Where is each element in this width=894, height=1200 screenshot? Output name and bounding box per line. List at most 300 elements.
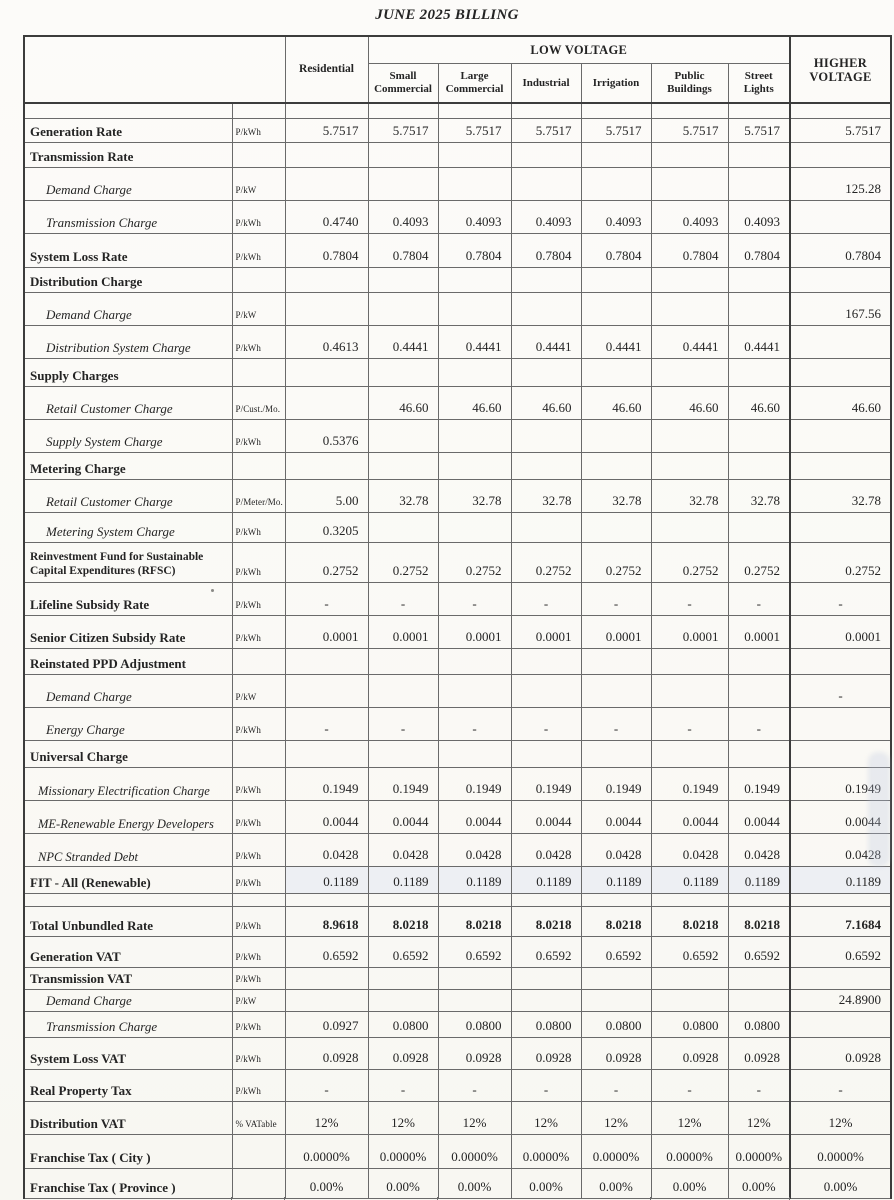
row-unit: P/kWh (232, 866, 285, 893)
rate-value-cell: 5.7517 (790, 118, 891, 142)
rate-value-cell (285, 967, 368, 989)
row-label: Retail Customer Charge (24, 386, 232, 419)
rate-value-cell: - (285, 582, 368, 615)
rate-value-cell (285, 358, 368, 386)
rate-value-cell: 0.6592 (728, 936, 790, 967)
rate-row (24, 512, 891, 542)
row-unit: P/kWh (232, 118, 285, 142)
rate-value-cell (368, 674, 438, 707)
rate-value-cell: 0.0001 (581, 615, 651, 648)
rate-value-cell (438, 989, 511, 1011)
rate-value-cell (285, 142, 368, 167)
rate-value-cell (438, 142, 511, 167)
rate-value-cell (790, 512, 891, 542)
rate-value-cell (438, 674, 511, 707)
rate-value-cell: 0.0044 (651, 800, 728, 833)
rate-row (24, 1134, 891, 1168)
row-label: Demand Charge (24, 989, 232, 1011)
rate-value-cell (368, 452, 438, 479)
rate-value-cell (285, 167, 368, 200)
rate-row (24, 479, 891, 512)
rate-row (24, 267, 891, 292)
rate-value-cell (651, 512, 728, 542)
rate-value-cell (368, 419, 438, 452)
rate-row (24, 615, 891, 648)
row-label: Senior Citizen Subsidy Rate (24, 615, 232, 648)
rate-value-cell: - (790, 582, 891, 615)
rate-value-cell (790, 358, 891, 386)
rate-value-cell: 0.0428 (368, 833, 438, 866)
rate-value-cell (581, 267, 651, 292)
row-unit (232, 740, 285, 767)
rate-value-cell: 0.7804 (651, 233, 728, 267)
row-label: Reinvestment Fund for Sustainable Capital Expenditures (RFSC) (24, 542, 232, 582)
row-label: Missionary Electrification Charge (24, 767, 232, 800)
row-unit: P/kWh (232, 512, 285, 542)
rate-value-cell: 0.0428 (728, 833, 790, 866)
rate-value-cell (581, 142, 651, 167)
rate-value-cell: 0.0001 (728, 615, 790, 648)
rate-value-cell: 0.4740 (285, 200, 368, 233)
rate-value-cell: 0.1949 (790, 767, 891, 800)
rate-value-cell (581, 292, 651, 325)
rate-value-cell: 12% (511, 1101, 581, 1134)
rate-row (24, 325, 891, 358)
rate-value-cell (581, 512, 651, 542)
rate-value-cell: 8.0218 (651, 906, 728, 936)
rate-value-cell: 0.1949 (368, 767, 438, 800)
rate-value-cell (728, 452, 790, 479)
rate-value-cell (790, 893, 891, 906)
rate-value-cell (368, 267, 438, 292)
rate-value-cell: 0.6592 (368, 936, 438, 967)
rate-value-cell: 0.0928 (728, 1037, 790, 1069)
rate-value-cell (790, 419, 891, 452)
rate-value-cell (511, 358, 581, 386)
rate-value-cell: 32.78 (790, 479, 891, 512)
rate-value-cell (651, 967, 728, 989)
row-unit: P/kWh (232, 906, 285, 936)
rate-value-cell (511, 674, 581, 707)
rate-value-cell: 46.60 (790, 386, 891, 419)
rate-value-cell (728, 103, 790, 118)
row-label: Supply Charges (24, 358, 232, 386)
rate-value-cell (728, 142, 790, 167)
row-unit: P/kW (232, 989, 285, 1011)
rate-value-cell (581, 452, 651, 479)
rate-value-cell (511, 967, 581, 989)
rate-value-cell (438, 358, 511, 386)
rate-value-cell: 0.0044 (581, 800, 651, 833)
rate-row (24, 1011, 891, 1037)
rate-value-cell: 0.4441 (511, 325, 581, 358)
row-label: Metering System Charge (24, 512, 232, 542)
rate-value-cell (581, 740, 651, 767)
rate-value-cell: 0.4441 (581, 325, 651, 358)
rate-value-cell (285, 740, 368, 767)
rate-value-cell (285, 386, 368, 419)
rate-value-cell (511, 893, 581, 906)
rate-value-cell: 0.00% (285, 1168, 368, 1198)
row-unit: P/kWh (232, 582, 285, 615)
rate-value-cell: - (651, 582, 728, 615)
rate-row (24, 233, 891, 267)
rate-value-cell: 0.00% (368, 1168, 438, 1198)
rate-value-cell: 24.8900 (790, 989, 891, 1011)
rate-value-cell (511, 103, 581, 118)
rate-value-cell (438, 452, 511, 479)
rate-value-cell: 0.0000% (285, 1134, 368, 1168)
rate-value-cell (651, 648, 728, 674)
rate-value-cell (581, 967, 651, 989)
rate-value-cell (581, 419, 651, 452)
rate-row (24, 292, 891, 325)
rate-value-cell: 32.78 (651, 479, 728, 512)
rate-value-cell (728, 648, 790, 674)
rate-value-cell (651, 989, 728, 1011)
rate-value-cell: 125.28 (790, 167, 891, 200)
rate-row (24, 800, 891, 833)
rate-value-cell (438, 648, 511, 674)
rate-value-cell (438, 893, 511, 906)
row-unit: P/kWh (232, 707, 285, 740)
rate-value-cell (651, 740, 728, 767)
rate-value-cell: - (581, 582, 651, 615)
row-label: NPC Stranded Debt (24, 833, 232, 866)
table-header (24, 36, 891, 103)
rate-value-cell: 0.0800 (511, 1011, 581, 1037)
rate-value-cell: 0.00% (728, 1168, 790, 1198)
row-label: Franchise Tax ( City ) (24, 1134, 232, 1168)
billing-rate-table (23, 35, 892, 1199)
scan-smudge-artifact (868, 752, 890, 867)
rate-value-cell: 0.0001 (368, 615, 438, 648)
rate-value-cell (511, 989, 581, 1011)
rate-value-cell: 0.0428 (581, 833, 651, 866)
row-unit (232, 358, 285, 386)
rate-value-cell: 0.00% (651, 1168, 728, 1198)
rate-value-cell (651, 674, 728, 707)
rate-value-cell: 0.1189 (651, 866, 728, 893)
rate-row (24, 142, 891, 167)
rate-value-cell (651, 167, 728, 200)
rate-row (24, 452, 891, 479)
rate-value-cell: - (728, 582, 790, 615)
rate-value-cell: 46.60 (368, 386, 438, 419)
rate-value-cell: 0.4093 (368, 200, 438, 233)
rate-value-cell: 0.2752 (285, 542, 368, 582)
rate-value-cell: 32.78 (438, 479, 511, 512)
rate-value-cell: 0.2752 (790, 542, 891, 582)
rate-value-cell: 0.7804 (511, 233, 581, 267)
rate-value-cell (511, 512, 581, 542)
header-low-voltage-group: LOW VOLTAGE (368, 36, 790, 63)
rate-value-cell (728, 358, 790, 386)
rate-value-cell (438, 167, 511, 200)
rate-value-cell (368, 167, 438, 200)
rate-value-cell: 0.0044 (790, 800, 891, 833)
rate-value-cell: 0.0928 (581, 1037, 651, 1069)
row-label: Lifeline Subsidy Rate (24, 582, 232, 615)
header-street-lights: Street Lights (728, 63, 790, 103)
row-unit (232, 1168, 285, 1198)
rate-value-cell: 32.78 (728, 479, 790, 512)
rate-row (24, 386, 891, 419)
rate-value-cell: 0.6592 (438, 936, 511, 967)
rate-value-cell (790, 1011, 891, 1037)
rate-row (24, 906, 891, 936)
rate-value-cell: 0.4093 (651, 200, 728, 233)
rate-value-cell: 0.1189 (285, 866, 368, 893)
rate-value-cell: 0.4093 (438, 200, 511, 233)
rate-value-cell (728, 967, 790, 989)
rate-row (24, 1037, 891, 1069)
header-industrial: Industrial (511, 63, 581, 103)
rate-value-cell: 12% (438, 1101, 511, 1134)
rate-value-cell (368, 893, 438, 906)
rate-value-cell: 0.1189 (511, 866, 581, 893)
rate-value-cell: 32.78 (368, 479, 438, 512)
rate-row (24, 118, 891, 142)
rate-row (24, 582, 891, 615)
row-unit: P/Meter/Mo. (232, 479, 285, 512)
rate-value-cell: 0.6592 (790, 936, 891, 967)
row-unit: P/kW (232, 292, 285, 325)
row-unit: P/kWh (232, 1037, 285, 1069)
rate-value-cell: 5.00 (285, 479, 368, 512)
rate-value-cell: 8.0218 (728, 906, 790, 936)
spacer-row (24, 893, 891, 906)
rate-value-cell: 0.0800 (728, 1011, 790, 1037)
rate-value-cell (368, 103, 438, 118)
rate-value-cell: 0.0000% (438, 1134, 511, 1168)
rate-value-cell: - (790, 674, 891, 707)
rate-value-cell: 0.2752 (581, 542, 651, 582)
row-unit: P/kWh (232, 767, 285, 800)
row-label: Transmission VAT (24, 967, 232, 989)
rate-value-cell: 8.0218 (368, 906, 438, 936)
rate-value-cell (581, 103, 651, 118)
rate-value-cell: 0.7804 (438, 233, 511, 267)
rate-value-cell: 0.4441 (651, 325, 728, 358)
rate-value-cell (285, 452, 368, 479)
rate-value-cell (728, 674, 790, 707)
rate-value-cell (728, 740, 790, 767)
row-label: Distribution Charge (24, 267, 232, 292)
rate-value-cell: - (728, 1069, 790, 1101)
rate-value-cell: 0.7804 (368, 233, 438, 267)
rate-value-cell (438, 292, 511, 325)
rate-value-cell: 0.1949 (511, 767, 581, 800)
rate-row (24, 767, 891, 800)
rate-value-cell: - (438, 1069, 511, 1101)
rate-value-cell: 0.7804 (285, 233, 368, 267)
rate-value-cell: 0.0000% (581, 1134, 651, 1168)
rate-value-cell (651, 452, 728, 479)
rate-row (24, 1101, 891, 1134)
header-blank-cell (24, 36, 285, 103)
row-label: ME-Renewable Energy Developers (24, 800, 232, 833)
rate-value-cell: - (651, 707, 728, 740)
row-unit: P/kWh (232, 1011, 285, 1037)
rate-value-cell: 0.4441 (438, 325, 511, 358)
rate-value-cell (790, 103, 891, 118)
rate-value-cell: 0.1189 (581, 866, 651, 893)
rate-value-cell: 0.2752 (438, 542, 511, 582)
row-label: System Loss VAT (24, 1037, 232, 1069)
rate-value-cell: 0.1949 (438, 767, 511, 800)
header-irrigation: Irrigation (581, 63, 651, 103)
rate-row (24, 419, 891, 452)
rate-value-cell (511, 419, 581, 452)
rate-value-cell (368, 292, 438, 325)
rate-value-cell: 0.6592 (511, 936, 581, 967)
rate-value-cell: 0.0928 (368, 1037, 438, 1069)
rate-value-cell: - (581, 707, 651, 740)
rate-value-cell: 0.2752 (368, 542, 438, 582)
rate-value-cell: 0.1949 (651, 767, 728, 800)
rate-value-cell: 0.00% (790, 1168, 891, 1198)
rate-value-cell: 0.0000% (651, 1134, 728, 1168)
rate-value-cell (438, 267, 511, 292)
rate-value-cell: 0.0044 (438, 800, 511, 833)
rate-value-cell (368, 740, 438, 767)
rate-value-cell (651, 358, 728, 386)
row-label: Distribution System Charge (24, 325, 232, 358)
rate-value-cell: - (368, 1069, 438, 1101)
rate-value-cell: 0.0001 (651, 615, 728, 648)
rate-value-cell (285, 267, 368, 292)
header-small-commercial: Small Commercial (368, 63, 438, 103)
rate-value-cell: 0.4093 (581, 200, 651, 233)
rate-value-cell: 0.1189 (438, 866, 511, 893)
rate-value-cell: 8.0218 (438, 906, 511, 936)
rate-value-cell: 0.0044 (285, 800, 368, 833)
rate-value-cell: 7.1684 (790, 906, 891, 936)
rate-value-cell: - (368, 707, 438, 740)
rate-value-cell: 0.7804 (581, 233, 651, 267)
rate-value-cell (285, 292, 368, 325)
rate-row (24, 200, 891, 233)
rate-value-cell (790, 142, 891, 167)
rate-value-cell: - (728, 707, 790, 740)
row-unit: P/kWh (232, 833, 285, 866)
rate-value-cell (790, 707, 891, 740)
row-unit: P/kW (232, 167, 285, 200)
rate-value-cell: 0.0800 (438, 1011, 511, 1037)
rate-value-cell: 12% (651, 1101, 728, 1134)
rate-value-cell (511, 452, 581, 479)
rate-value-cell: 0.0044 (728, 800, 790, 833)
rate-value-cell: 0.0928 (651, 1037, 728, 1069)
rate-value-cell: 0.0000% (368, 1134, 438, 1168)
rate-value-cell: 0.00% (511, 1168, 581, 1198)
rate-value-cell: 8.9618 (285, 906, 368, 936)
rate-value-cell (728, 512, 790, 542)
row-label: Distribution VAT (24, 1101, 232, 1134)
rate-row (24, 967, 891, 989)
rate-value-cell: - (511, 582, 581, 615)
rate-value-cell: - (368, 582, 438, 615)
row-label: Generation Rate (24, 118, 232, 142)
row-label: Total Unbundled Rate (24, 906, 232, 936)
rate-value-cell: 0.1949 (285, 767, 368, 800)
row-label: Demand Charge (24, 292, 232, 325)
rate-value-cell (790, 200, 891, 233)
rate-value-cell: 0.0928 (438, 1037, 511, 1069)
rate-value-cell: 0.4093 (511, 200, 581, 233)
row-label: Retail Customer Charge (24, 479, 232, 512)
rate-value-cell (285, 989, 368, 1011)
rate-value-cell: 0.0428 (285, 833, 368, 866)
row-label: Demand Charge (24, 167, 232, 200)
rate-value-cell (438, 419, 511, 452)
header-large-commercial: Large Commercial (438, 63, 511, 103)
rate-row (24, 740, 891, 767)
row-unit: P/kW (232, 674, 285, 707)
rate-value-cell: 5.7517 (581, 118, 651, 142)
rate-value-cell: 0.6592 (581, 936, 651, 967)
rate-value-cell: 0.0044 (368, 800, 438, 833)
rate-value-cell: 0.4441 (368, 325, 438, 358)
rate-row (24, 1168, 891, 1198)
rate-value-cell: 0.5376 (285, 419, 368, 452)
row-unit: P/kWh (232, 800, 285, 833)
rate-value-cell: 0.6592 (651, 936, 728, 967)
scan-dot-artifact (211, 589, 214, 592)
row-label: FIT - All (Renewable) (24, 866, 232, 893)
rate-value-cell (438, 967, 511, 989)
rate-row (24, 989, 891, 1011)
rate-value-cell (728, 267, 790, 292)
rate-value-cell (581, 358, 651, 386)
row-label: Franchise Tax ( Province ) (24, 1168, 232, 1198)
rate-value-cell: 8.0218 (581, 906, 651, 936)
row-unit (232, 267, 285, 292)
rate-value-cell (438, 512, 511, 542)
rate-value-cell (728, 893, 790, 906)
row-unit (232, 893, 285, 906)
row-label: Supply System Charge (24, 419, 232, 452)
rate-value-cell (511, 740, 581, 767)
rate-rows (24, 103, 891, 1198)
rate-value-cell: - (511, 707, 581, 740)
row-unit: % VATable (232, 1101, 285, 1134)
rate-value-cell: 0.0001 (438, 615, 511, 648)
rate-value-cell (790, 648, 891, 674)
row-unit: P/kWh (232, 419, 285, 452)
rate-value-cell (368, 967, 438, 989)
rate-value-cell: 8.0218 (511, 906, 581, 936)
rate-value-cell (368, 512, 438, 542)
header-residential: Residential (285, 36, 368, 103)
rate-value-cell (651, 292, 728, 325)
rate-row (24, 674, 891, 707)
rate-value-cell: 0.4093 (728, 200, 790, 233)
rate-row (24, 833, 891, 866)
rate-value-cell (728, 167, 790, 200)
rate-value-cell: - (438, 582, 511, 615)
rate-value-cell: 5.7517 (368, 118, 438, 142)
rate-value-cell: 46.60 (728, 386, 790, 419)
row-unit: P/Cust./Mo. (232, 386, 285, 419)
row-label (24, 103, 232, 118)
rate-value-cell (511, 167, 581, 200)
row-label: Transmission Charge (24, 200, 232, 233)
row-label: Transmission Charge (24, 1011, 232, 1037)
rate-row (24, 1069, 891, 1101)
rate-value-cell (368, 648, 438, 674)
